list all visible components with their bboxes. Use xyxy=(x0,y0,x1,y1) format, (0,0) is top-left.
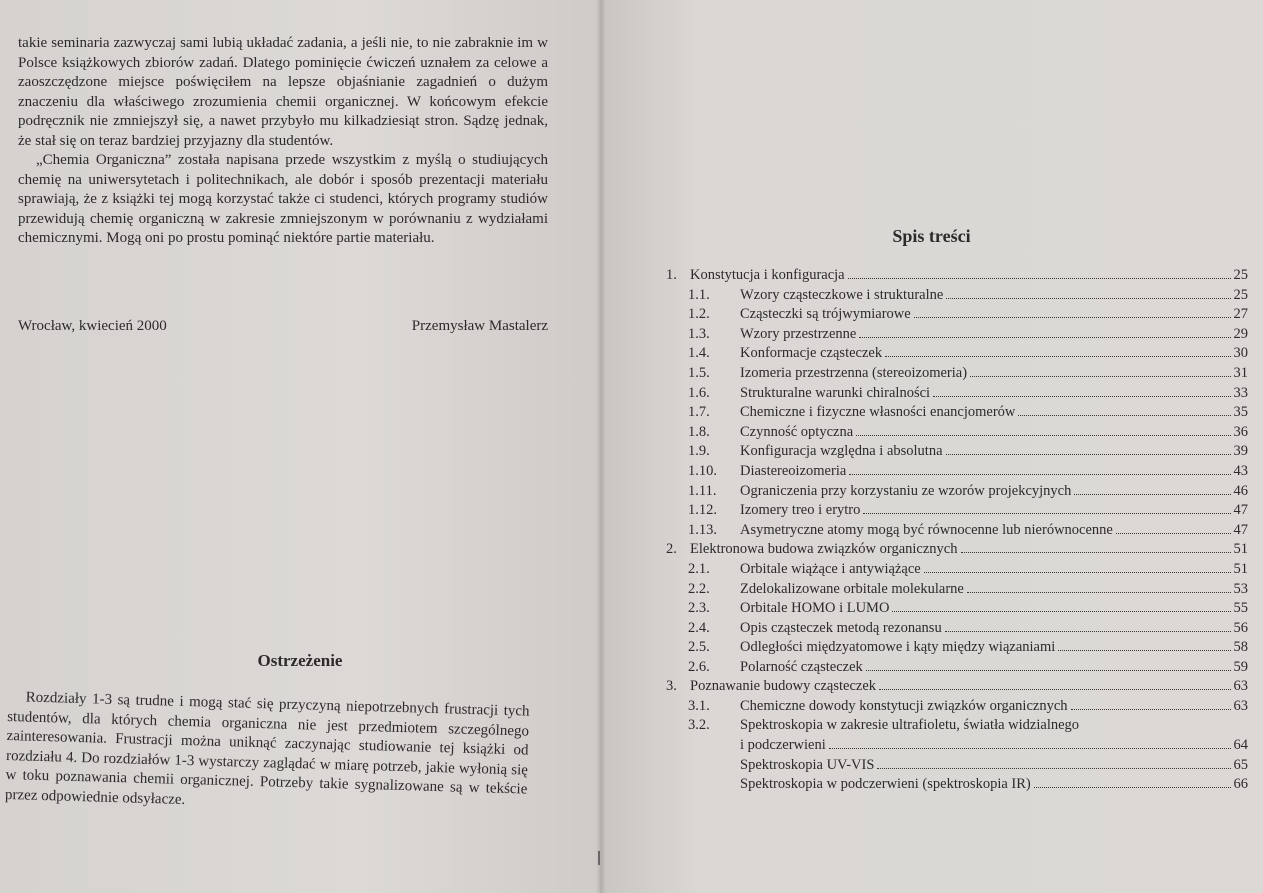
toc-entry-title: Polarność cząsteczek xyxy=(740,658,863,675)
toc-entry-number: 2. xyxy=(666,541,677,558)
toc-entry xyxy=(666,658,1248,678)
toc-entry-page: 53 xyxy=(1233,580,1248,597)
toc-entry xyxy=(666,677,1248,697)
toc-entry-title: Konfiguracja względna i absolutna xyxy=(740,443,943,460)
toc-entry-title: Wzory przestrzenne xyxy=(740,325,857,342)
toc-entry xyxy=(666,305,1248,325)
toc-leader-dots xyxy=(946,442,1231,455)
toc-entry-number: 1.10. xyxy=(688,462,717,479)
toc-entry-page: 55 xyxy=(1233,600,1248,617)
toc-entry-number: 3.2. xyxy=(688,716,710,733)
toc-entry-page: 29 xyxy=(1233,325,1248,342)
warning-text xyxy=(5,688,530,820)
toc-entry-page: 31 xyxy=(1233,364,1248,381)
toc-leader-dots xyxy=(877,756,1230,769)
toc-entry xyxy=(666,619,1248,639)
toc-entry-number: 1.4. xyxy=(688,345,710,362)
toc-entry-number: 1.9. xyxy=(688,443,710,460)
toc-entry-page: 27 xyxy=(1233,306,1248,323)
preface-text xyxy=(18,34,548,249)
warning-heading: Ostrzeżenie xyxy=(257,651,343,670)
toc-entry xyxy=(666,364,1248,384)
toc-entry xyxy=(666,403,1248,423)
book-gutter xyxy=(596,0,606,893)
toc-entry xyxy=(666,266,1248,286)
toc-entry xyxy=(666,286,1248,306)
toc-entry-number: 1.13. xyxy=(688,521,717,538)
toc-entry xyxy=(666,775,1248,795)
toc-leader-dots xyxy=(892,599,1230,612)
toc-entry-number: 1.11. xyxy=(688,482,717,499)
toc-entry-title: Asymetryczne atomy mogą być równocenne lub nierównocenne xyxy=(740,521,1113,538)
toc-entry-page: 30 xyxy=(1233,345,1248,362)
toc-entry-page: 59 xyxy=(1233,658,1248,675)
toc-entry-title: Izomeria przestrzenna (stereoizomeria) xyxy=(740,364,968,381)
toc-entry-number: 1.6. xyxy=(688,384,710,401)
toc-entry-title: Chemiczne i fizyczne własności enancjomerów xyxy=(740,404,1016,421)
warning-paragraph: Rozdziały 1-3 są trudne i mogą stać się przyczyną niepotrzebnych frustracji tych studentów, dla których chemia organiczna nie jest przedmiotem szczególnego zainteresowania. Frustracji można uniknąć zaczynając studiowanie tej książki od rozdziału 4. Do rozdziałów 1-3 wystarczy zaglądać w miarę potrzeb, jakie wyłonią się w toku poznawania chemii organicznej. Potrzeby takie sygnalizowane są w tekście przez odpowiednie odsyłacze. xyxy=(4,689,530,808)
toc-leader-dots xyxy=(1071,697,1231,710)
toc-entry-number: 2.5. xyxy=(688,639,710,656)
toc-entry-number: 3.1. xyxy=(688,698,710,715)
toc-entry-title: Orbitale HOMO i LUMO xyxy=(740,600,890,617)
toc-entry xyxy=(666,697,1248,717)
table-of-contents xyxy=(666,266,1248,795)
toc-entry-number: 1.3. xyxy=(688,325,710,342)
toc-entry xyxy=(666,756,1248,776)
toc-entry xyxy=(666,540,1248,560)
toc-entry-title: Konstytucja i konfiguracja xyxy=(690,267,845,283)
toc-entry-page: 39 xyxy=(1233,443,1248,460)
toc-entry-title: Chemiczne dowody konstytucji związków organicznych xyxy=(740,698,1068,715)
toc-entry xyxy=(666,325,1248,345)
toc-entry-page: 36 xyxy=(1233,423,1248,440)
toc-leader-dots xyxy=(924,560,1231,573)
toc-entry xyxy=(666,717,1248,737)
toc-entry-number: 2.2. xyxy=(688,580,710,597)
toc-entry xyxy=(666,736,1248,756)
toc-entry-title: Poznawanie budowy cząsteczek xyxy=(690,678,877,695)
toc-leader-dots xyxy=(914,305,1231,318)
toc-entry-page: 25 xyxy=(1233,267,1248,283)
toc-entry-page: 63 xyxy=(1233,698,1248,715)
toc-entry-page: 64 xyxy=(1233,737,1248,754)
toc-entry-title: Wzory cząsteczkowe i strukturalne xyxy=(740,286,944,303)
toc-entry-number: 2.1. xyxy=(688,560,710,577)
toc-leader-dots xyxy=(933,384,1230,397)
toc-entry-title: Elektronowa budowa związków organicznych xyxy=(690,541,958,558)
toc-entry-title: Opis cząsteczek metodą rezonansu xyxy=(740,619,942,636)
toc-leader-dots xyxy=(961,540,1231,553)
toc-entry-title: i podczerwieni xyxy=(740,737,826,754)
toc-entry-number: 1.7. xyxy=(688,404,710,421)
toc-entry-title: Ograniczenia przy korzystaniu ze wzorów projekcyjnych xyxy=(740,482,1072,499)
toc-entry xyxy=(666,521,1248,541)
toc-entry-title: Izomery treo i erytro xyxy=(740,502,861,519)
toc-leader-dots xyxy=(829,736,1231,749)
toc-entry-page: 66 xyxy=(1233,776,1248,793)
toc-entry-page: 35 xyxy=(1233,404,1248,421)
toc-entry xyxy=(666,344,1248,364)
toc-entry-number: 1. xyxy=(666,267,677,283)
toc-leader-dots xyxy=(848,266,1231,279)
toc-entry-title: Diastereoizomeria xyxy=(740,462,847,479)
toc-entry-number: 2.6. xyxy=(688,658,710,675)
toc-entry-page: 46 xyxy=(1233,482,1248,499)
toc-leader-dots xyxy=(866,658,1231,671)
toc-entry-page: 56 xyxy=(1233,619,1248,636)
toc-entry xyxy=(666,560,1248,580)
toc-leader-dots xyxy=(1116,521,1231,534)
toc-entry-title: Spektroskopia UV-VIS xyxy=(740,756,875,773)
toc-entry-page: 51 xyxy=(1233,560,1248,577)
toc-entry-page: 43 xyxy=(1233,462,1248,479)
toc-leader-dots xyxy=(1058,638,1230,651)
toc-entry-page: 33 xyxy=(1233,384,1248,401)
toc-entry-page: 58 xyxy=(1233,639,1248,656)
toc-leader-dots xyxy=(856,423,1230,436)
toc-leader-dots xyxy=(863,501,1230,514)
toc-leader-dots xyxy=(970,364,1230,377)
toc-entry xyxy=(666,501,1248,521)
toc-entry-title: Orbitale wiążące i antywiążące xyxy=(740,560,921,577)
toc-leader-dots xyxy=(946,286,1230,299)
toc-entry xyxy=(666,482,1248,502)
toc-entry-title: Cząsteczki są trójwymiarowe xyxy=(740,306,911,323)
toc-entry-number: 1.8. xyxy=(688,423,710,440)
toc-entry xyxy=(666,462,1248,482)
toc-entry-title: Odległości międzyatomowe i kąty między wiązaniami xyxy=(740,639,1056,656)
toc-leader-dots xyxy=(1034,775,1231,788)
toc-entry-title: Konformacje cząsteczek xyxy=(740,345,883,362)
toc-entry-page: 65 xyxy=(1233,756,1248,773)
toc-entry-title: Czynność optyczna xyxy=(740,423,854,440)
toc-entry-page: 63 xyxy=(1233,678,1248,695)
page-mark xyxy=(598,851,600,865)
toc-entry xyxy=(666,442,1248,462)
toc-entry-title: Spektroskopia w zakresie ultrafioletu, światła widzialnego xyxy=(740,716,1080,733)
toc-entry xyxy=(666,384,1248,404)
toc-entry xyxy=(666,638,1248,658)
toc-entry-number: 3. xyxy=(666,678,677,695)
toc-leader-dots xyxy=(849,462,1230,475)
toc-entry xyxy=(666,423,1248,443)
author-name: Przemysław Mastalerz xyxy=(411,318,548,334)
toc-entry-page: 47 xyxy=(1233,502,1248,519)
toc-leader-dots xyxy=(945,619,1231,632)
toc-entry xyxy=(666,599,1248,619)
toc-entry xyxy=(666,580,1248,600)
place-date: Wrocław, kwiecień 2000 xyxy=(18,318,167,334)
toc-entry-page: 51 xyxy=(1233,541,1248,558)
toc-leader-dots xyxy=(879,677,1230,690)
toc-entry-page: 47 xyxy=(1233,521,1248,538)
toc-entry-number: 1.2. xyxy=(688,306,710,323)
toc-entry-page: 25 xyxy=(1233,286,1248,303)
toc-entry-title: Zdelokalizowane orbitale molekularne xyxy=(740,580,964,597)
toc-leader-dots xyxy=(1018,403,1230,416)
toc-heading: Spis treści xyxy=(892,226,971,246)
left-page xyxy=(0,0,600,893)
toc-leader-dots xyxy=(1074,482,1230,495)
toc-leader-dots xyxy=(885,344,1230,357)
toc-entry-title: Strukturalne warunki chiralności xyxy=(740,384,931,401)
toc-entry-number: 1.12. xyxy=(688,502,717,519)
preface-paragraph: „Chemia Organiczna” została napisana przede wszystkim z myślą o studiujących chemię na uniwersytetach i politechnikach, ale dobór i sposób prezentacji materiału sprawiają, że z książki tej mogą korzystać także ci studenci, których programy studiów przewidują chemię organiczną w zakresie zmniejszonym w porównaniu z wydziałami chemicznymi. Mogą oni po prostu pominąć niektóre partie materiału. xyxy=(18,152,548,246)
toc-entry-title: Spektroskopia w podczerwieni (spektroskopia IR) xyxy=(740,776,1031,793)
toc-entry-number: 1.1. xyxy=(688,286,710,303)
toc-entry-number: 2.4. xyxy=(688,619,710,636)
preface-paragraph: takie seminaria zazwyczaj sami lubią układać zadania, a jeśli nie, to nie zabraknie im w Polsce książkowych zbiorów zadań. Dlatego pominięcie ćwiczeń uznałem za celowe a zaoszczędzone miejsce poświęciłem na lepsze objaśnianie zagadnień o dużym znaczeniu dla właściwego zrozumienia chemii organicznej. W końcowym efekcie podręcznik nie zmniejszył się, a nawet przybyło mu kilkadziesiąt stron. Sądzę jednak, że stał się on teraz bardziej przyjazny dla studentów. xyxy=(18,35,548,149)
toc-entry-number: 1.5. xyxy=(688,364,710,381)
toc-leader-dots xyxy=(859,325,1230,338)
toc-entry-number: 2.3. xyxy=(688,600,710,617)
toc-leader-dots xyxy=(967,580,1231,593)
